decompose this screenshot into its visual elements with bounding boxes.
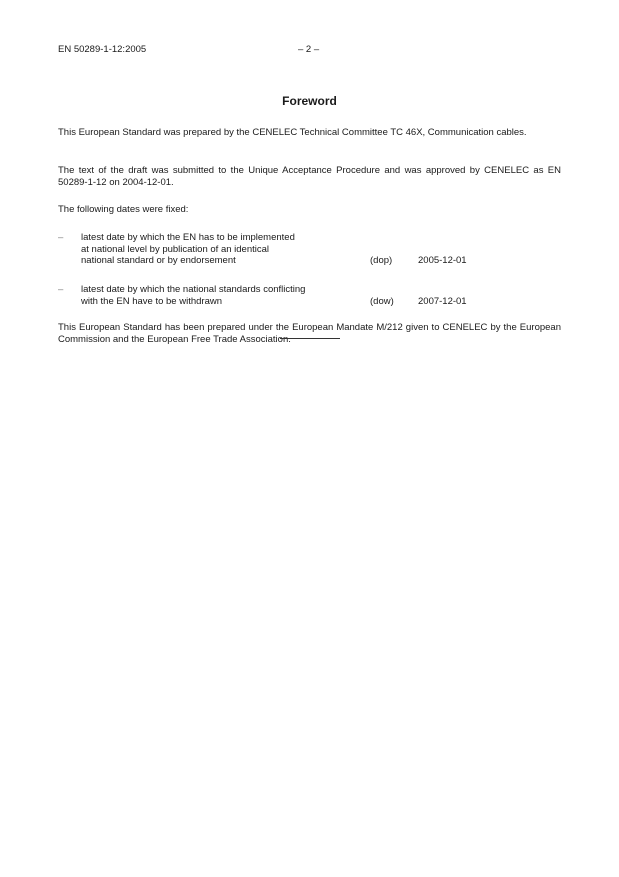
section-title: Foreword [282,94,337,108]
date-code: (dow) [370,295,394,307]
date-item-dow [58,284,561,314]
document-id: EN 50289-1-12:2005 [58,44,147,55]
date-value: 2005-12-01 [418,255,467,266]
date-item-description: latest date by which the EN has to be implemented at national level by publication of an identical national standard or by endorsement [81,232,295,266]
paragraph-mandate: This European Standard has been prepared under the European Mandate M/212 given to CENELEC by the European Commission and the European Free Trade Association. [58,322,561,345]
page-number: – 2 – [298,44,320,55]
end-rule-divider [280,338,340,339]
paragraph-approval: The text of the draft was submitted to the Unique Acceptance Procedure and was approved by CENELEC as EN 50289-1-12 on 2004-12-01. [58,165,561,188]
date-value: 2007-12-01 [418,295,467,307]
date-item-description: latest date by which the national standards conflicting with the EN have to be withdrawn [81,284,306,307]
dash-bullet: – [58,284,64,295]
paragraph-committee: This European Standard was prepared by the CENELEC Technical Committee TC 46X, Communication cables. [58,127,527,138]
dash-bullet: – [58,232,64,243]
date-code: (dop) [370,255,393,266]
paragraph-dates-intro: The following dates were fixed: [58,204,189,215]
date-item-dop [58,232,561,272]
